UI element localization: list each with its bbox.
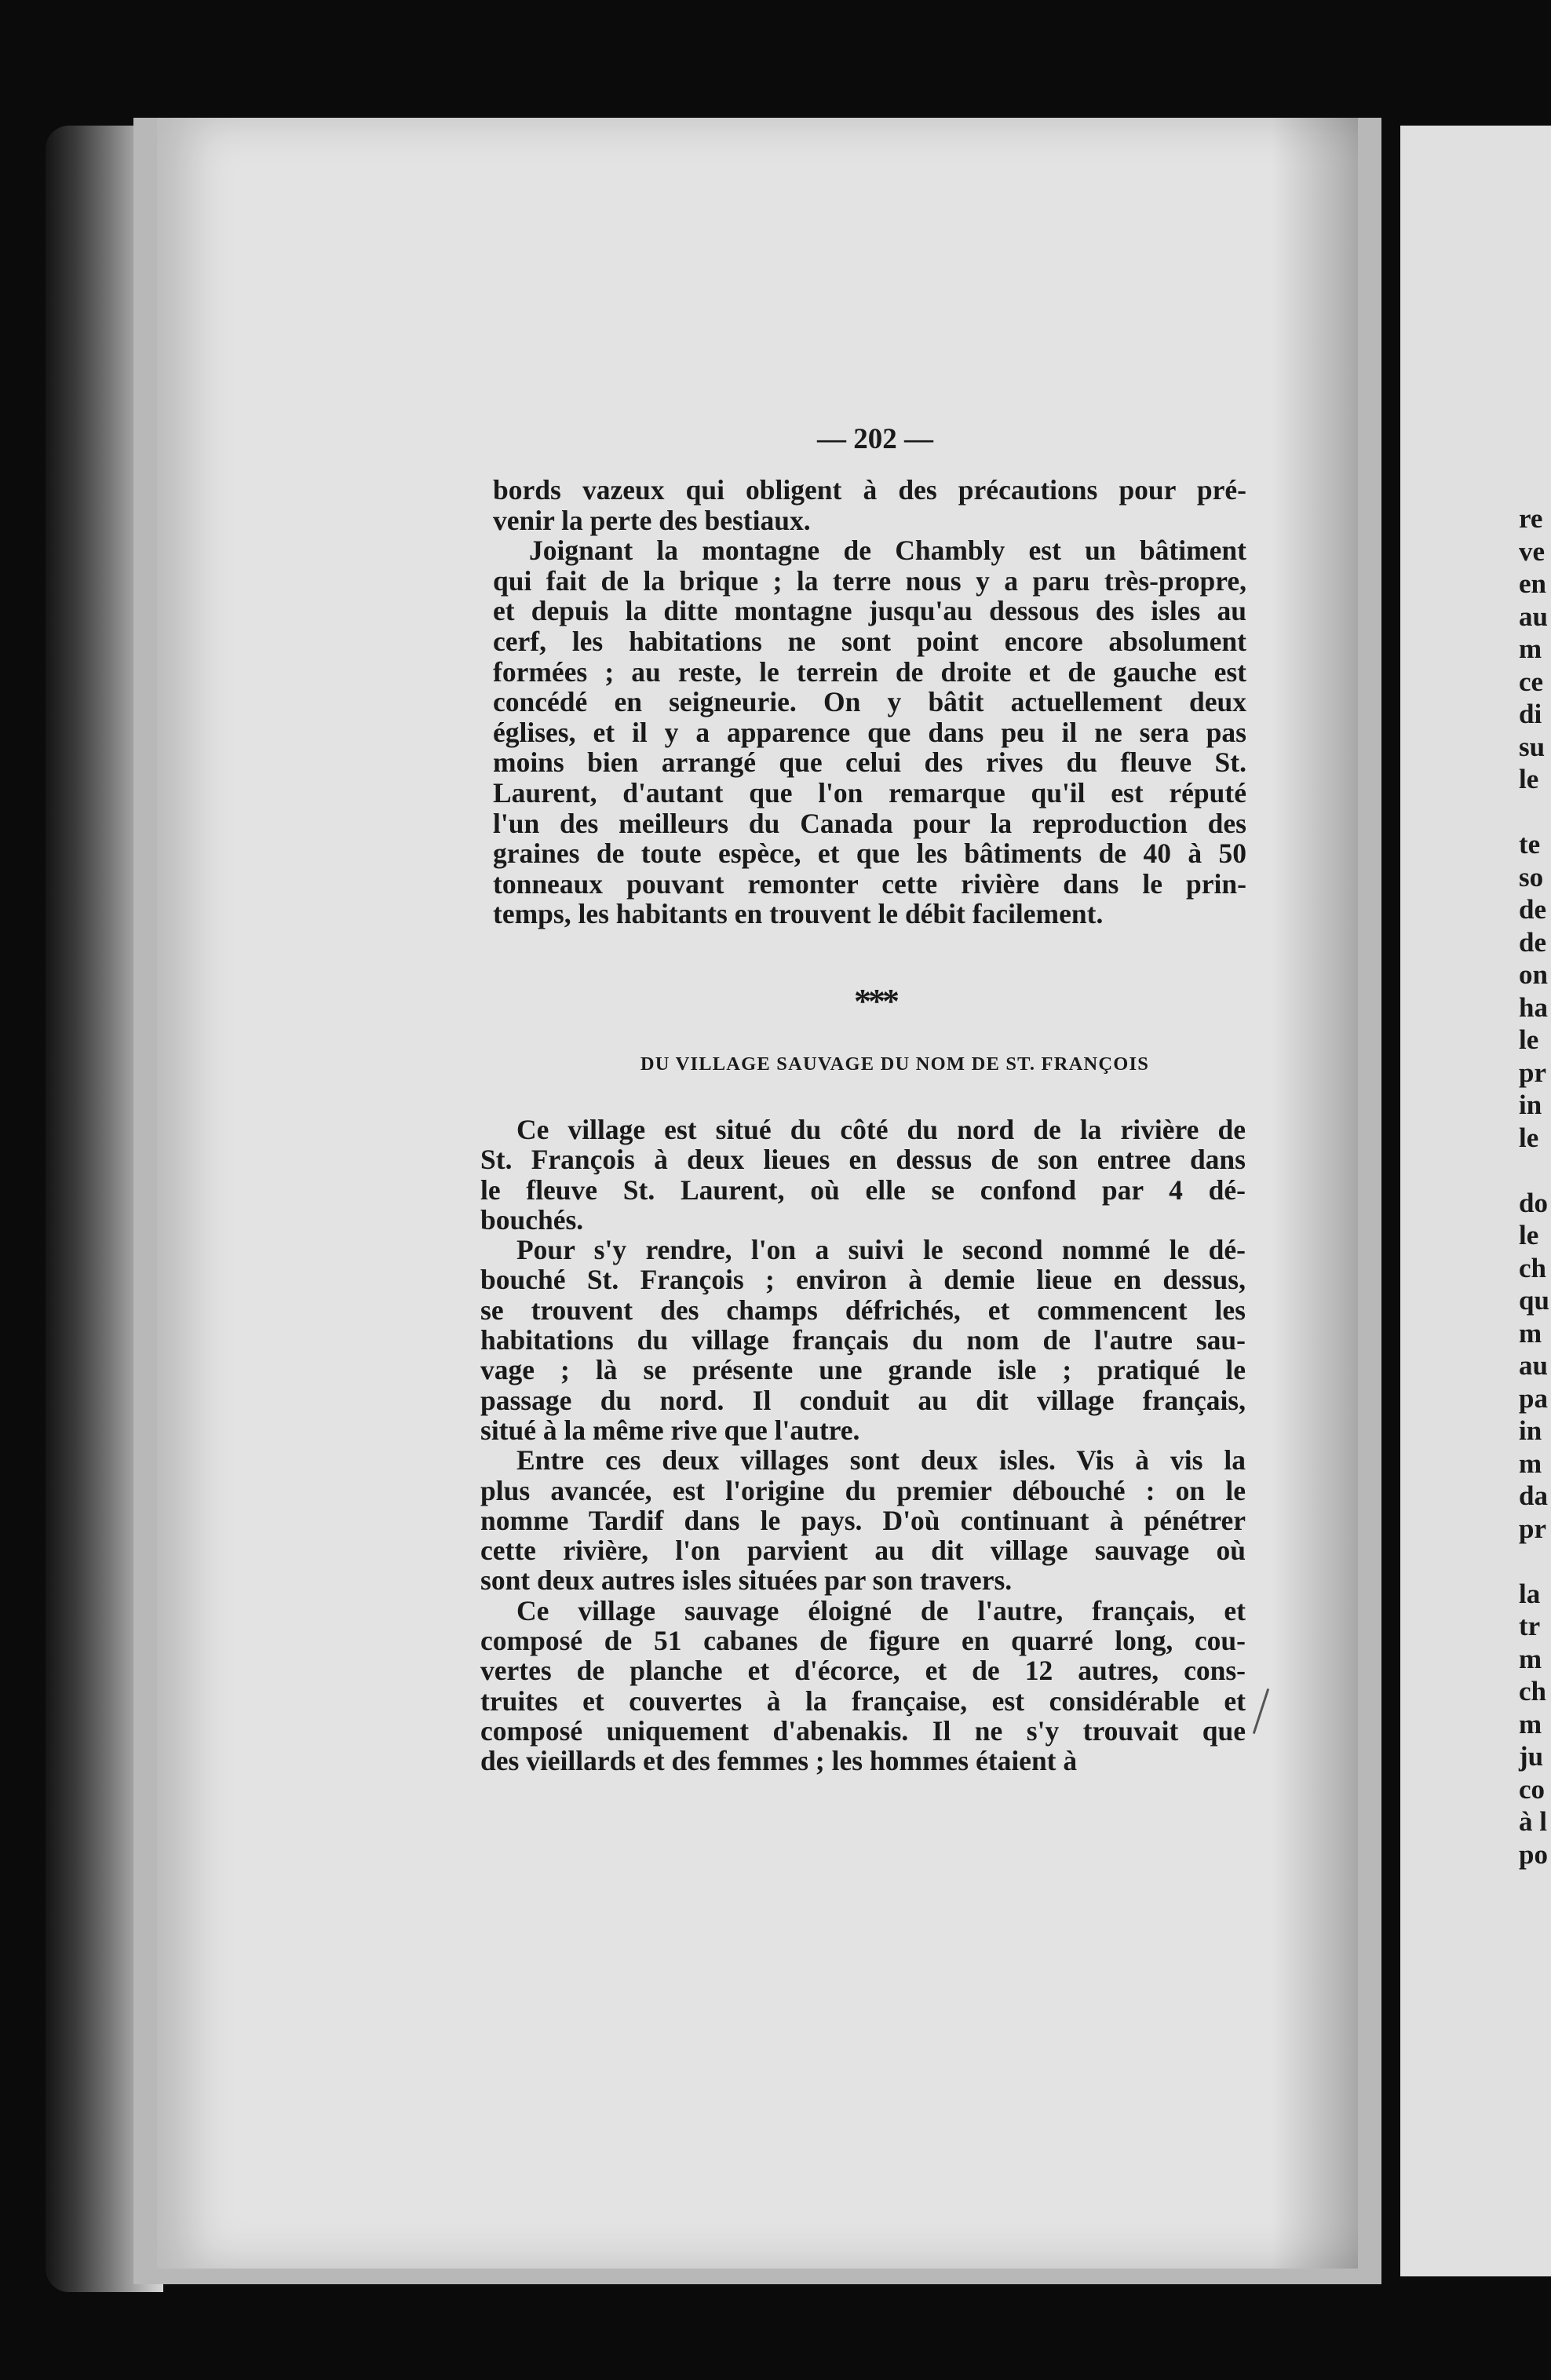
- text-line: formées ; au reste, le terrein de droite et de gauche est: [493, 655, 1246, 688]
- facing-line-start: re: [1519, 503, 1543, 534]
- section-separator: ***: [854, 982, 896, 1020]
- text-line: moins bien arrangé que celui des rives du fleuve St.: [493, 746, 1246, 779]
- text-line: composé uniquement d'abenakis. Il ne s'y trouvait que: [480, 1714, 1246, 1747]
- text-line: tonneaux pouvant remonter cette rivière dans le prin-: [493, 867, 1246, 900]
- facing-line-start: le: [1519, 1122, 1539, 1153]
- facing-line-start: [1519, 796, 1551, 829]
- facing-line-start: m: [1519, 633, 1542, 664]
- text-line: venir la perte des bestiaux.: [493, 504, 811, 536]
- text-line: situé à la même rive que l'autre.: [480, 1414, 860, 1446]
- facing-line-start: on: [1519, 959, 1548, 990]
- text-line: Ce village est situé du côté du nord de la rivière de: [516, 1114, 1246, 1145]
- text-line: Ce village sauvage éloigné de l'autre, français, et: [516, 1594, 1246, 1626]
- text-line: des vieillards et des femmes ; les hommes étaient à: [480, 1745, 1078, 1777]
- facing-line-start: te: [1519, 829, 1541, 860]
- facing-line-start: di: [1519, 699, 1542, 729]
- facing-line-start: in: [1519, 1415, 1542, 1446]
- facing-line-start: ch: [1519, 1252, 1546, 1283]
- text-line: vertes de planche et d'écorce, et de 12 autres, cons-: [480, 1655, 1246, 1687]
- facing-line-start: in: [1519, 1090, 1542, 1120]
- facing-line-start: qu: [1519, 1285, 1549, 1316]
- facing-line-start: tr: [1519, 1611, 1541, 1641]
- facing-line-start: le: [1519, 1220, 1539, 1250]
- facing-line-start: ch: [1519, 1676, 1546, 1707]
- text-line: églises, et il y a apparence que dans peu il ne sera pas: [493, 716, 1246, 748]
- facing-page-text: [1519, 502, 1551, 1871]
- text-line: bouchés.: [480, 1203, 584, 1236]
- text-line: Entre ces deux villages sont deux isles. Vis à vis la: [516, 1444, 1246, 1477]
- facing-line-start: m: [1519, 1643, 1542, 1674]
- text-line: graines de toute espèce, et que les bâtiments de 40 à 50: [493, 838, 1246, 870]
- facing-line-start: po: [1519, 1838, 1548, 1870]
- book-gutter: [1383, 118, 1400, 2284]
- facing-line-start: pr: [1519, 1057, 1546, 1088]
- text-line: Pour s'y rendre, l'on a suivi le second nommé le dé-: [516, 1234, 1246, 1266]
- text-line: sont deux autres isles situées par son travers.: [480, 1564, 1013, 1597]
- text-line: St. François à deux lieues en dessus de son entree dans: [480, 1144, 1246, 1176]
- text-line: Joignant la montagne de Chambly est un bâtiment: [529, 535, 1246, 567]
- facing-line-start: à l: [1519, 1806, 1547, 1837]
- body-text-bottom: [480, 1115, 1246, 1776]
- facing-line-start: ve: [1519, 535, 1546, 567]
- facing-line-start: m: [1519, 1447, 1542, 1479]
- page-shadow: [1272, 118, 1358, 2269]
- text-line: cerf, les habitations ne sont point encore absolument: [493, 625, 1246, 657]
- facing-line-start: do: [1519, 1187, 1548, 1218]
- facing-line-start: so: [1519, 861, 1544, 892]
- text-line: cette rivière, l'on parvient au dit village sauvage où: [480, 1535, 1246, 1567]
- text-line: le fleuve St. Laurent, où elle se confond par 4 dé-: [480, 1174, 1246, 1206]
- text-line: nomme Tardif dans le pays. D'où continuant à pénétrer: [480, 1504, 1246, 1536]
- facing-line-start: [1519, 1154, 1551, 1187]
- facing-line-start: au: [1519, 600, 1548, 632]
- text-line: concédé en seigneurie. On y bâtit actuellement deux: [493, 686, 1246, 718]
- body-text-top: [493, 475, 1246, 929]
- facing-line-start: co: [1519, 1773, 1546, 1805]
- text-line: habitations du village français du nom de l'autre sau-: [480, 1324, 1246, 1356]
- text-line: vage ; là se présente une grande isle ; pratiqué le: [480, 1354, 1246, 1386]
- text-line: plus avancée, est l'origine du premier débouché : on le: [480, 1474, 1246, 1506]
- facing-line-start: m: [1519, 1317, 1542, 1349]
- facing-line-start: le: [1519, 764, 1539, 794]
- facing-line-start: pa: [1519, 1382, 1548, 1414]
- text-line: bords vazeux qui obligent à des précautions pour pré-: [493, 474, 1246, 506]
- facing-line-start: da: [1519, 1480, 1548, 1511]
- text-line: bouché St. François ; environ à demie lieue en dessus,: [480, 1264, 1246, 1296]
- text-line: truites et couvertes à la française, est considérable et: [480, 1685, 1246, 1717]
- facing-line-start: la: [1519, 1578, 1541, 1609]
- facing-line-start: ce: [1519, 666, 1544, 697]
- facing-line-start: su: [1519, 731, 1546, 762]
- facing-line-start: en: [1519, 568, 1546, 599]
- facing-line-start: ju: [1519, 1741, 1544, 1772]
- facing-line-start: m: [1519, 1708, 1542, 1739]
- facing-line-start: pr: [1519, 1513, 1546, 1544]
- section-title: DU VILLAGE SAUVAGE DU NOM DE ST. FRANÇOIS: [640, 1053, 1150, 1075]
- text-line: se trouvent des champs défrichés, et commencent les: [480, 1294, 1246, 1326]
- text-line: passage du nord. Il conduit au dit village français,: [480, 1384, 1246, 1416]
- facing-line-start: de: [1519, 926, 1546, 958]
- text-line: qui fait de la brique ; la terre nous y a paru très-propre,: [493, 564, 1246, 597]
- facing-line-start: ha: [1519, 991, 1548, 1023]
- facing-line-start: au: [1519, 1350, 1548, 1381]
- facing-line-start: le: [1519, 1024, 1539, 1055]
- text-line: l'un des meilleurs du Canada pour la reproduction des: [493, 807, 1246, 839]
- text-line: Laurent, d'autant que l'on remarque qu'il est réputé: [493, 776, 1246, 809]
- text-line: composé de 51 cabanes de figure en quarré long, cou-: [480, 1625, 1246, 1657]
- page-number: — 202 —: [817, 423, 933, 455]
- text-line: temps, les habitants en trouvent le débit facilement.: [493, 898, 1104, 930]
- text-line: et depuis la ditte montagne jusqu'au dessous des isles au: [493, 595, 1246, 627]
- facing-line-start: de: [1519, 894, 1546, 925]
- facing-line-start: [1519, 1545, 1551, 1578]
